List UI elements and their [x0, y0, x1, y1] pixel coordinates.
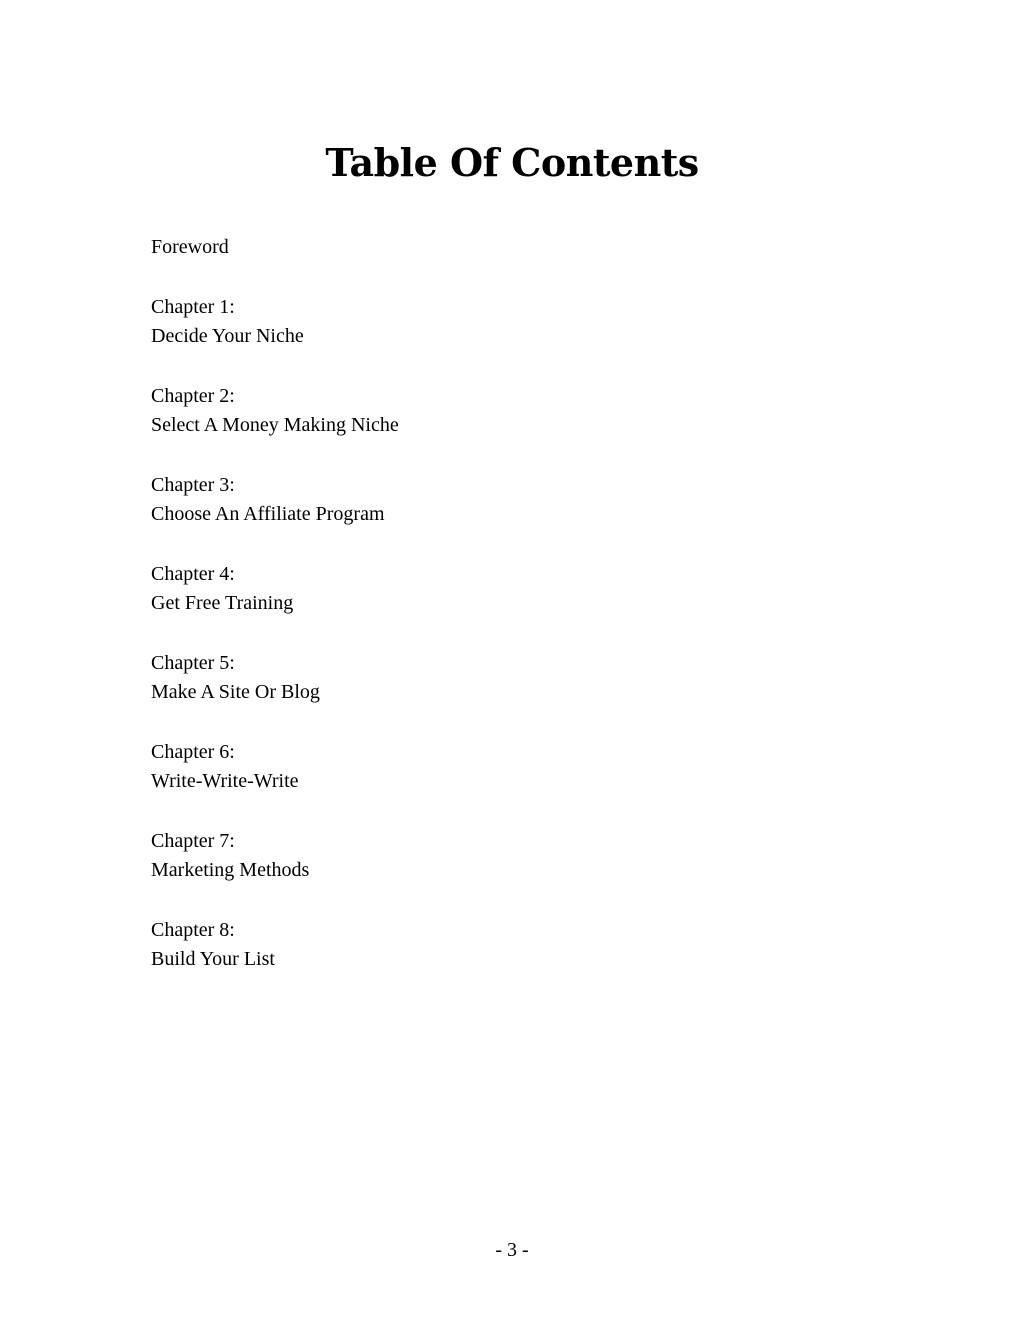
- toc-entry-chapter-8: [151, 916, 851, 975]
- toc-chapter-label: Chapter 5:: [151, 651, 235, 674]
- toc-chapter-label: Chapter 2:: [151, 384, 235, 407]
- toc-chapter-label: Chapter 1:: [151, 295, 235, 318]
- toc-entry-title: Foreword: [151, 236, 229, 258]
- toc-chapter-label: Chapter 8:: [151, 918, 235, 941]
- toc-chapter-label: Chapter 6:: [151, 740, 235, 763]
- toc-entry-foreword: [151, 233, 851, 263]
- toc-chapter-title: Decide Your Niche: [151, 325, 304, 347]
- toc-chapter-title: Build Your List: [151, 948, 275, 970]
- toc-entry-chapter-7: [151, 827, 851, 886]
- toc-chapter-title: Marketing Methods: [151, 859, 310, 881]
- toc-chapter-title: Choose An Affiliate Program: [151, 503, 385, 525]
- toc-chapter-title: Write-Write-Write: [151, 770, 299, 792]
- toc-chapter-label: Chapter 3:: [151, 473, 235, 496]
- toc-chapter-title: Select A Money Making Niche: [151, 414, 399, 436]
- toc-entry-chapter-2: [151, 382, 851, 441]
- toc-entry-chapter-1: [151, 293, 851, 352]
- toc-chapter-label: Chapter 7:: [151, 829, 235, 852]
- page-title: Table Of Contents: [325, 140, 699, 185]
- toc-chapter-label: Chapter 4:: [151, 562, 235, 585]
- page-number: - 3 -: [495, 1239, 529, 1261]
- toc-entry-chapter-3: [151, 471, 851, 530]
- toc-entry-chapter-5: [151, 649, 851, 708]
- toc-entry-chapter-6: [151, 738, 851, 797]
- table-of-contents: [151, 233, 851, 1005]
- toc-entry-chapter-4: [151, 560, 851, 619]
- toc-chapter-title: Make A Site Or Blog: [151, 681, 320, 703]
- toc-chapter-title: Get Free Training: [151, 592, 294, 614]
